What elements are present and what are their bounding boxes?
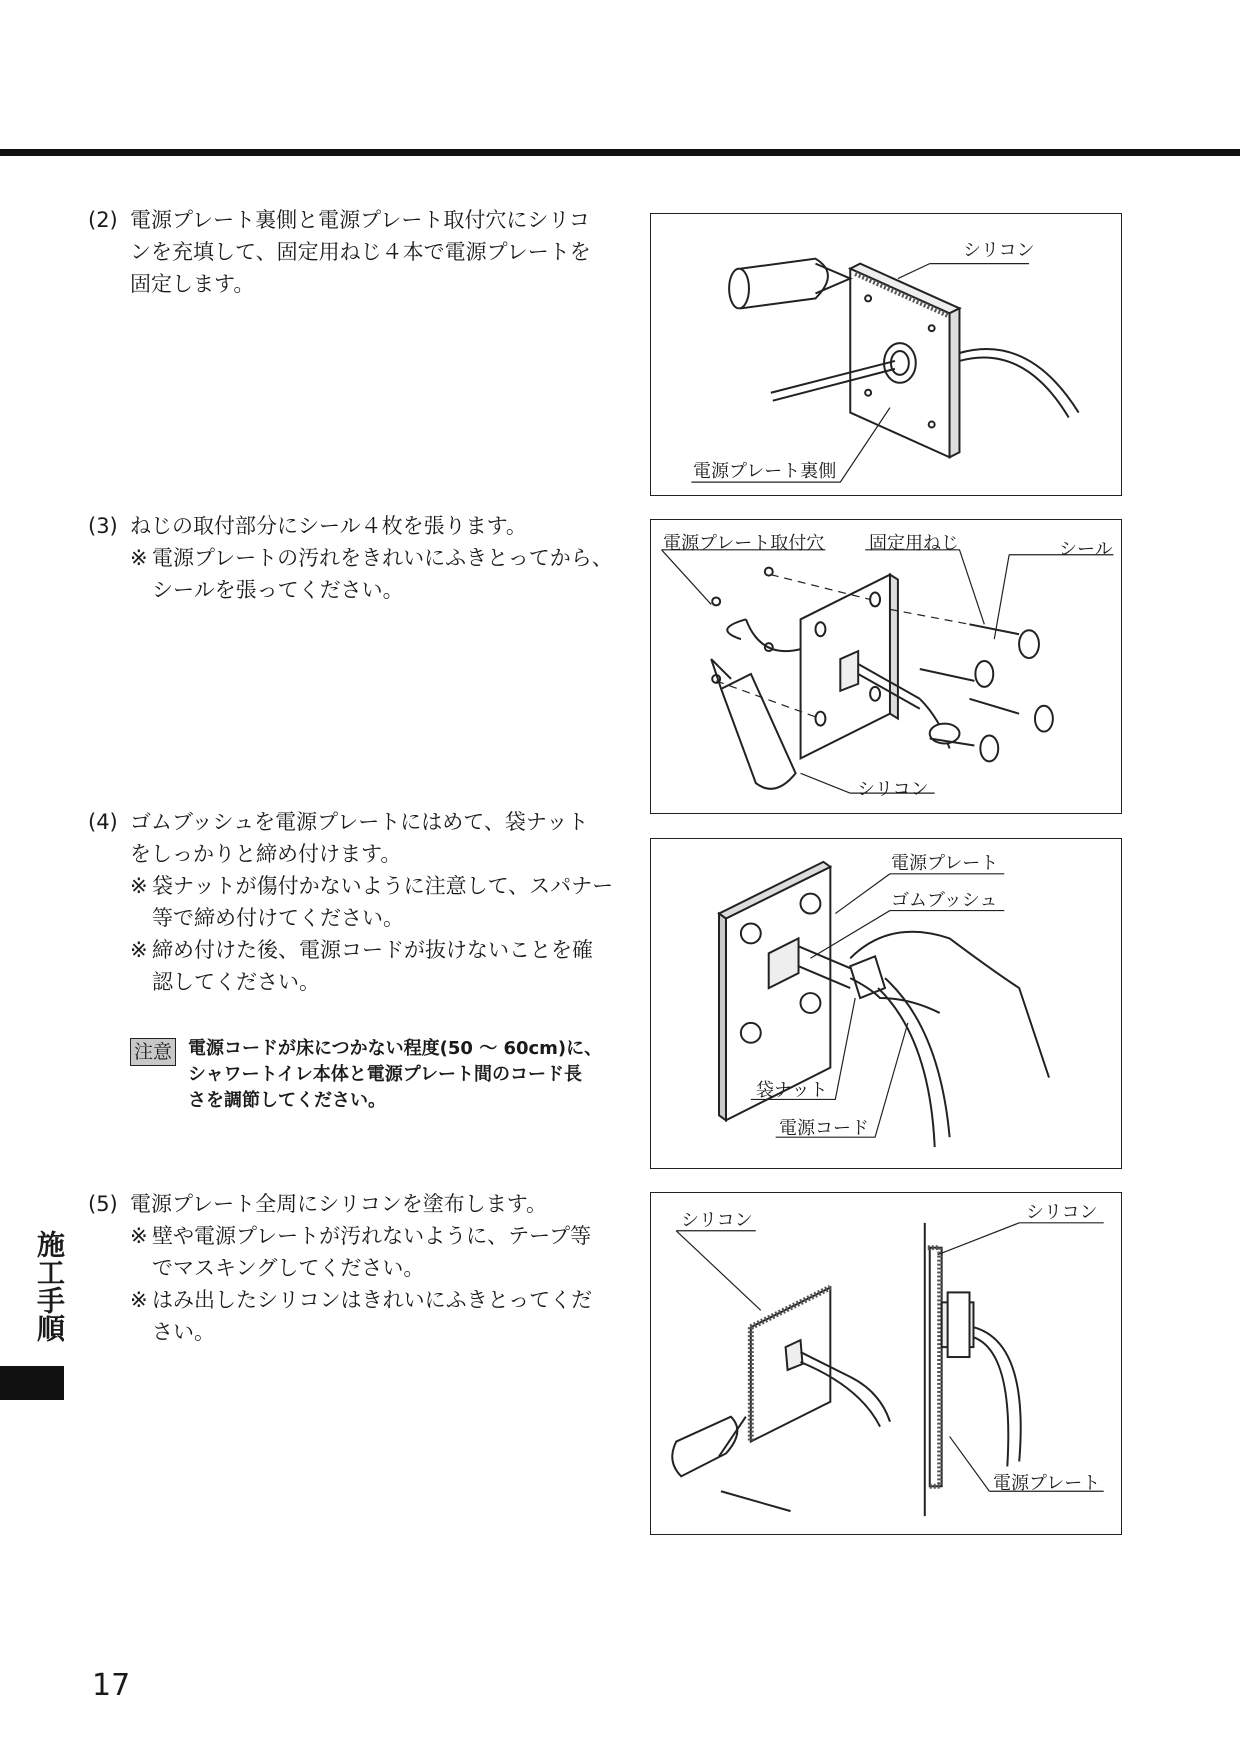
label-silicon-left: シリコン <box>681 1210 753 1231</box>
step-note <box>88 1220 648 1284</box>
silicon-fill-illustration <box>651 214 1121 495</box>
note-mark: ※ <box>130 1224 148 1248</box>
step-line: 固定します。 <box>130 272 255 296</box>
note-mark: ※ <box>130 938 148 962</box>
step-line: ねじの取付部分にシール４枚を張ります。 <box>130 514 527 538</box>
label-power-cord: 電源コード <box>779 1118 869 1139</box>
step-number: (3) <box>88 514 118 538</box>
note-mark: ※ <box>130 874 148 898</box>
side-tab-marker <box>0 1366 64 1400</box>
step-note <box>88 934 648 998</box>
label-mount-hole: 電源プレート取付穴 <box>663 533 825 554</box>
step-note <box>88 1284 648 1348</box>
note-line: シールを張ってください。 <box>152 578 404 602</box>
step-3 <box>88 510 648 606</box>
step-note <box>88 870 648 934</box>
step-2 <box>88 204 648 300</box>
top-rule <box>0 149 1240 156</box>
figure-silicon-fill <box>650 213 1122 496</box>
note-line: はみ出したシリコンはきれいにふきとってくだ <box>152 1288 593 1312</box>
side-section-title: 施工手順 <box>33 1230 66 1342</box>
label-silicon: シリコン <box>857 779 929 800</box>
label-power-plate: 電源プレート <box>993 1473 1101 1494</box>
step-5 <box>88 1188 648 1348</box>
step-number: (4) <box>88 810 118 834</box>
step-line: 電源プレート裏側と電源プレート取付穴にシリコ <box>130 208 590 232</box>
note-line: 電源プレートの汚れをきれいにふきとってから、 <box>152 546 613 570</box>
step-note <box>88 542 648 606</box>
note-mark: ※ <box>130 1288 148 1312</box>
label-rubber-bushing: ゴムブッシュ <box>891 890 998 911</box>
step-line: ンを充填して、固定用ねじ４本で電源プレートを <box>130 240 591 264</box>
step-line: ゴムブッシュを電源プレートにはめて、袋ナット <box>130 810 589 834</box>
step-4 <box>88 806 648 998</box>
caution-box <box>130 1036 650 1114</box>
label-silicon-right: シリコン <box>1026 1202 1098 1223</box>
label-silicon: シリコン <box>963 240 1035 261</box>
step-number: (5) <box>88 1192 118 1216</box>
figure-silicon-seal-around <box>650 1192 1122 1535</box>
step-line: 電源プレート全周にシリコンを塗布します。 <box>130 1192 548 1216</box>
caution-line: シャワートイレ本体と電源プレート間のコード長 <box>188 1064 583 1085</box>
bushing-nut-illustration <box>651 839 1121 1168</box>
label-seal: シール <box>1059 539 1113 560</box>
note-line: 袋ナットが傷付かないように注意して、スパナー <box>152 874 614 898</box>
label-fixing-screw: 固定用ねじ <box>869 533 959 554</box>
note-mark: ※ <box>130 546 148 570</box>
caution-badge: 注意 <box>130 1038 176 1066</box>
step-line: をしっかりと締め付けます。 <box>130 842 402 866</box>
caution-line: 電源コードが床につかない程度(50 ～ 60cm)に、 <box>188 1038 603 1059</box>
note-line: 壁や電源プレートが汚れないように、テープ等 <box>152 1224 592 1248</box>
step-number: (2) <box>88 208 118 232</box>
page-number: 17 <box>92 1668 131 1703</box>
note-line: 等で締め付けてください。 <box>152 906 404 930</box>
note-line: 締め付けた後、電源コードが抜けないことを確 <box>152 938 593 962</box>
note-line: でマスキングしてください。 <box>152 1256 425 1280</box>
label-cap-nut: 袋ナット <box>756 1080 828 1101</box>
note-line: さい。 <box>152 1320 215 1344</box>
label-power-plate: 電源プレート <box>891 853 999 874</box>
seal-illustration <box>651 520 1121 813</box>
label-plate-back: 電源プレート裏側 <box>693 461 837 482</box>
caution-line: さを調節してください。 <box>188 1090 387 1111</box>
figure-bushing-nut <box>650 838 1122 1169</box>
figure-seal <box>650 519 1122 814</box>
note-line: 認してください。 <box>152 970 320 994</box>
